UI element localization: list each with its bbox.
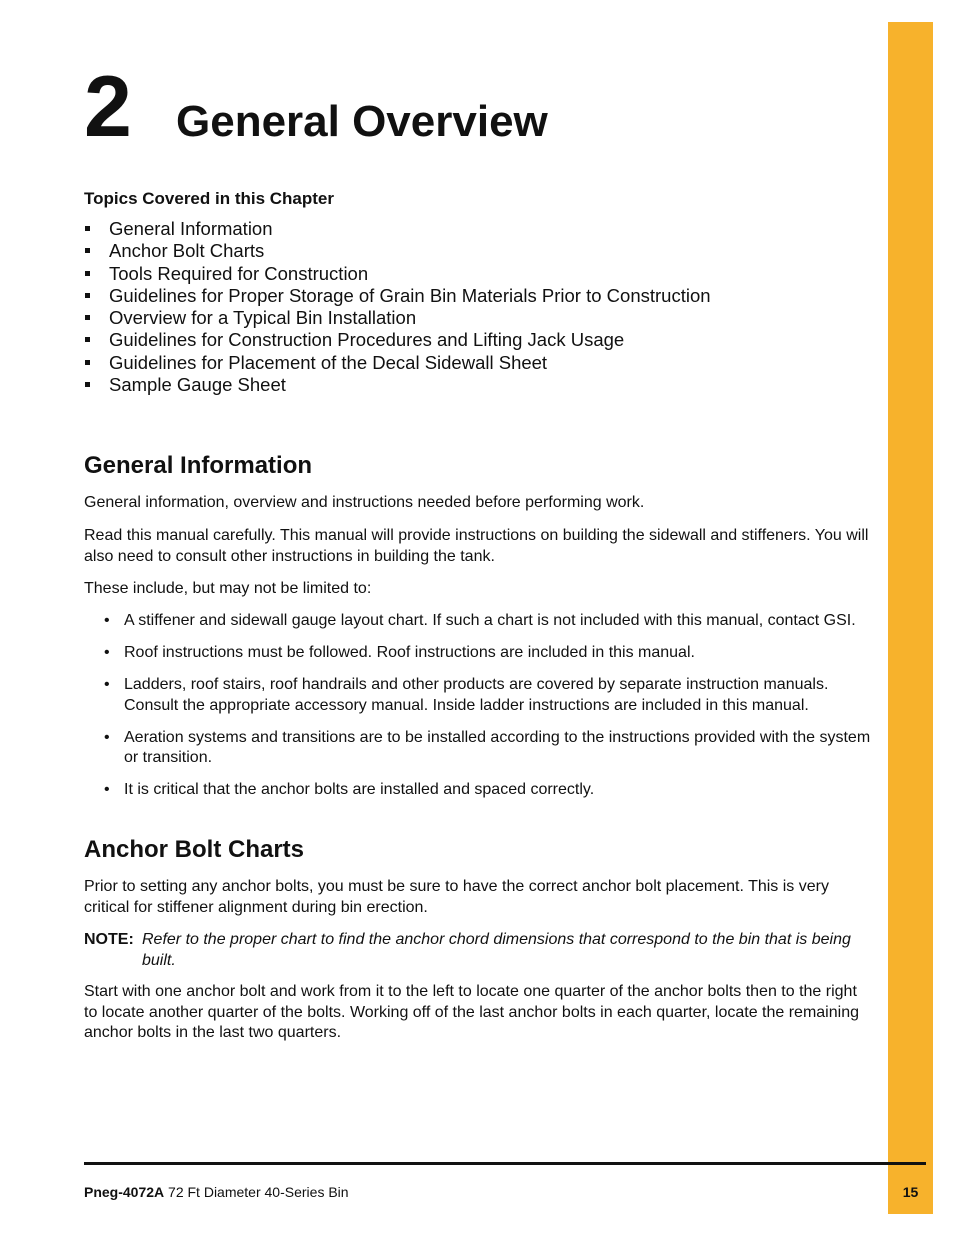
bullet-dot-icon: • xyxy=(104,781,110,798)
general-information-body xyxy=(84,493,874,514)
topic-item: Anchor Bolt Charts xyxy=(84,240,711,262)
list-item: • Aeration systems and transitions are to be installed according to the instructions provided with the system or transition. xyxy=(104,728,871,766)
topics-heading: Topics Covered in this Chapter xyxy=(84,189,335,208)
paragraph: General information, overview and instructions needed before performing work. xyxy=(84,494,645,511)
general-information-body-2 xyxy=(84,526,874,567)
note-text: Refer to the proper chart to find the anchor chord dimensions that correspond to the bin that is being built. xyxy=(142,931,851,969)
topic-item: General Information xyxy=(84,218,711,240)
footer-doc-info xyxy=(84,1184,349,1200)
note xyxy=(84,930,874,971)
bullet-square-icon xyxy=(85,315,90,320)
anchor-bolt-charts-body-2 xyxy=(84,982,874,1044)
paragraph: Read this manual carefully. This manual will provide instructions on building the sidewall and stiffeners. You will also need to consult other instructions in building the tank. xyxy=(84,527,869,565)
footer-doc-id: Pneg-4072A xyxy=(84,1184,165,1200)
bullet-dot-icon: • xyxy=(104,612,110,629)
general-information-section xyxy=(84,453,874,479)
bullet-square-icon xyxy=(85,382,90,387)
paragraph: Prior to setting any anchor bolts, you must be sure to have the correct anchor bolt placement. This is very critical for stiffener alignment during bin erection. xyxy=(84,878,829,916)
bullet-dot-icon: • xyxy=(104,676,110,693)
bullet-list xyxy=(84,611,874,801)
paragraph: Start with one anchor bolt and work from it to the left to locate one quarter of the anchor bolts then to the right to locate another quarter of the bolts. Working off of the last anchor bolts in each quarter, locate the remaining anchor bolts in the last two quarters. xyxy=(84,983,859,1041)
anchor-bolt-charts-heading: Anchor Bolt Charts xyxy=(84,836,305,863)
topic-item: Guidelines for Placement of the Decal Sidewall Sheet xyxy=(84,352,711,374)
chapter-number: 2 xyxy=(84,59,132,155)
bullet-square-icon xyxy=(85,226,90,231)
bullet-square-icon xyxy=(85,293,90,298)
bullet-square-icon xyxy=(85,360,90,365)
topic-item: Guidelines for Proper Storage of Grain Bin Materials Prior to Construction xyxy=(84,285,711,307)
list-item: • A stiffener and sidewall gauge layout chart. If such a chart is not included with this manual, contact GSI. xyxy=(84,611,874,632)
paragraph: These include, but may not be limited to: xyxy=(84,580,372,597)
list-item: • Ladders, roof stairs, roof handrails and other products are covered by separate instruction manuals. Consult the appropriate accessory manual. Inside ladder instructions are included in this manual. xyxy=(104,676,829,714)
page-number: 15 xyxy=(902,1184,919,1200)
general-information-bullets xyxy=(84,611,874,812)
footer-doc-title: 72 Ft Diameter 40-Series Bin xyxy=(168,1184,349,1200)
bullet-square-icon xyxy=(85,337,90,342)
bullet-square-icon xyxy=(85,271,90,276)
bullet-dot-icon: • xyxy=(104,644,110,661)
topic-item: Tools Required for Construction xyxy=(84,263,711,285)
note-label: NOTE: xyxy=(84,931,134,948)
anchor-bolt-charts-body xyxy=(84,877,874,918)
general-information-body-3 xyxy=(84,579,874,600)
topic-item: Guidelines for Construction Procedures and Lifting Jack Usage xyxy=(84,329,711,351)
topics-list xyxy=(84,218,711,396)
list-item: • Roof instructions must be followed. Roof instructions are included in this manual. xyxy=(84,643,874,664)
bullet-square-icon xyxy=(85,248,90,253)
chapter-side-tab xyxy=(888,22,933,1214)
topic-item: Overview for a Typical Bin Installation xyxy=(84,307,711,329)
anchor-bolt-charts-section xyxy=(84,837,874,863)
bullet-dot-icon: • xyxy=(104,728,110,746)
general-information-heading: General Information xyxy=(84,452,313,479)
note-block xyxy=(84,930,874,971)
topic-item: Sample Gauge Sheet xyxy=(84,374,711,396)
footer-rule xyxy=(84,1162,926,1165)
chapter-title: General Overview xyxy=(176,97,548,146)
list-item: • It is critical that the anchor bolts are installed and spaced correctly. xyxy=(84,780,874,801)
